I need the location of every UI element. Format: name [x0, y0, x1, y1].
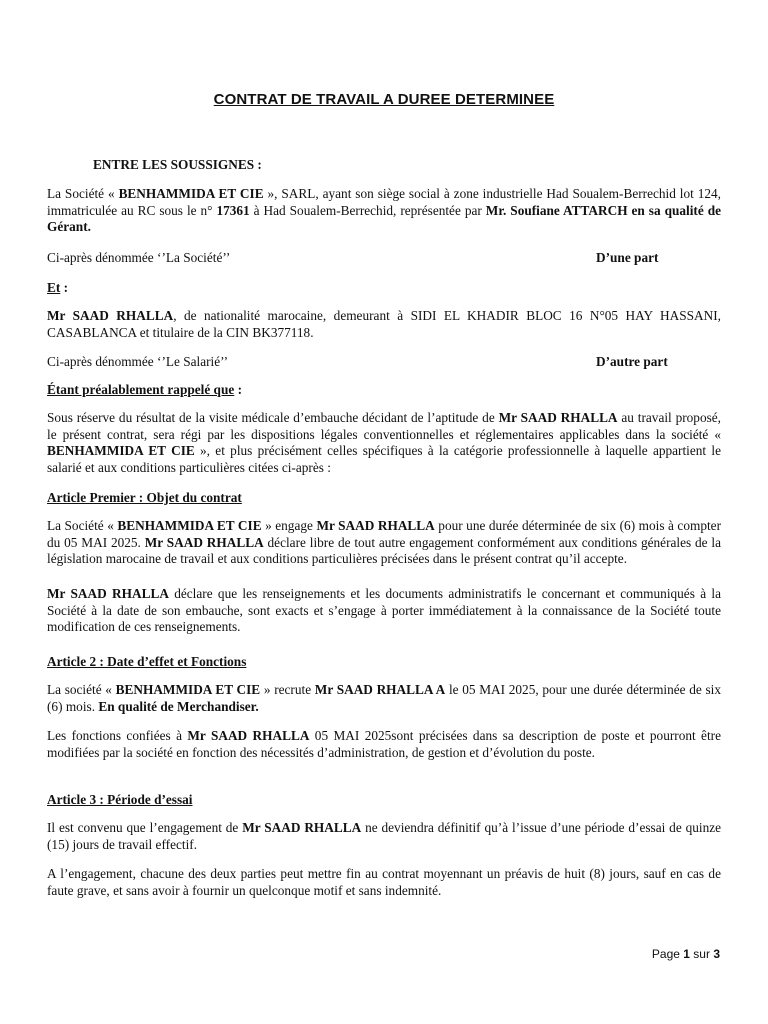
article3-heading: Article 3 : Période d’essai [47, 792, 193, 807]
text-run: », SARL, ayant son siège social à zone industrielle Had Soualem-Berrechid lot 124, immatriculée au RC sous le n° [47, 186, 721, 218]
text-run: le 05 MAI 2025, pour une durée déterminée de six (6) mois. [47, 682, 721, 714]
recital-colon: : [234, 382, 243, 397]
recital-paragraph [47, 410, 721, 476]
parties-heading: ENTRE LES SOUSSIGNES : [93, 157, 262, 172]
text-run: La société « [47, 682, 116, 697]
text-run: » engage [261, 518, 317, 533]
text-run: déclare que les renseignements et les documents administratifs le concernant et communiqués à la Société à la date de son embauche, sont exacts et s’engage à porter immédiatement à la connaissance de la Société toute modification de ces renseignements. [47, 586, 721, 634]
article2-heading: Article 2 : Date d’effet et Fonctions [47, 654, 247, 669]
and-heading [47, 280, 721, 297]
employee-name: Mr SAAD RHALLA [47, 586, 169, 601]
company-name: BENHAMMIDA ET CIE [115, 682, 261, 697]
text-run: à Had Soualem-Berrechid, représentée par [249, 202, 486, 218]
total-pages: 3 [713, 947, 720, 961]
employee-alias-line [47, 354, 721, 371]
text-run: La Société « [47, 518, 118, 533]
text-run: » recrute [260, 682, 315, 697]
text-run: La Société « [47, 186, 119, 201]
page-number [600, 947, 720, 961]
text-run: », et plus précisément celles spécifiques à la catégorie professionnelle à laquelle appartient le salarié et aux conditions particulières citées ci-après : [47, 443, 721, 475]
company-name: BENHAMMIDA ET CIE [118, 186, 264, 201]
company-paragraph [47, 186, 721, 236]
text-run: Sous réserve du résultat de la visite médicale d’embauche décidant de l’aptitude de [47, 410, 499, 425]
page-word: Page [651, 947, 684, 961]
first-party-label: D’une part [596, 250, 659, 265]
text-run: 05 MAI 2025sont précisées dans sa description de poste et pourront être modifiées par la société en fonction des nécessités d’administration, de gestion et d’évolution du poste. [47, 728, 721, 760]
article2-paragraph-2 [47, 728, 721, 761]
text-run: au travail proposé, le présent contrat, sera régi par les dispositions légales conventionnelles et réglementaires applicables dans la société « [47, 410, 721, 442]
text-run: Les fonctions confiées à [47, 728, 188, 743]
employee-name: Mr SAAD RHALLA [187, 728, 310, 743]
employee-alias: Ci-après dénommée ‘’Le Salarié’’ [47, 354, 229, 369]
and-colon: : [60, 280, 69, 295]
article1-paragraph-2 [47, 586, 721, 636]
employee-name: Mr SAAD RHALLA [316, 518, 435, 533]
employee-name: Mr SAAD RHALLA [47, 308, 174, 323]
employee-name: Mr SAAD RHALLA A [314, 682, 446, 697]
of-word: sur [689, 947, 714, 961]
document-title: CONTRAT DE TRAVAIL A DUREE DETERMINEE [213, 91, 555, 108]
employee-paragraph [47, 308, 721, 341]
text-run: ne deviendra définitif qu’à l’issue d’une période d’essai de quinze (15) jours de travail effectif. [47, 820, 722, 852]
article3-paragraph-2 [47, 866, 721, 899]
second-party-label: D’autre part [596, 354, 668, 369]
company-name: BENHAMMIDA ET CIE [117, 518, 262, 533]
employee-name: Mr SAAD RHALLA [144, 534, 264, 550]
text-run: A l’engagement, chacune des deux parties peut mettre fin au contrat moyennant un préavis de huit (8) jours, sauf en cas de faute grave, et sans avoir à fournir un quelconque motif et sans indemnité. [47, 866, 721, 898]
employee-name: Mr SAAD RHALLA [498, 410, 618, 425]
company-alias: Ci-après dénommée ‘’La Société’’ [47, 250, 231, 265]
employee-name: Mr SAAD RHALLA [242, 820, 362, 835]
job-role: En qualité de Merchandiser. [98, 698, 259, 714]
text-run: pour une durée déterminée de six (6) mois à compter du 05 MAI 2025. [47, 518, 722, 550]
rc-number: 17361 [216, 202, 250, 218]
article1-heading: Article Premier : Objet du contrat [47, 490, 242, 505]
text-run: , de nationalité marocaine, demeurant à SIDI EL KHADIR BLOC 16 N°05 HAY HASSANI, CASABLANCA et titulaire de la CIN BK377118. [47, 308, 722, 340]
representative-name: Mr. Soufiane ATTARCH en sa qualité de Gérant. [47, 202, 721, 234]
recital-heading-text: Étant préalablement rappelé que [47, 382, 235, 397]
text-run: Il est convenu que l’engagement de [47, 820, 243, 835]
text-run: déclare libre de tout autre engagement conformément aux conditions générales de la législation marocaine de travail et aux conditions particulières précisées dans le présent contrat qu’il accepte. [47, 534, 722, 566]
article3-paragraph-1 [47, 820, 721, 853]
recital-heading [47, 382, 721, 399]
company-name: BENHAMMIDA ET CIE [47, 443, 195, 458]
article1-paragraph-1 [47, 518, 721, 568]
and-label: Et [47, 280, 61, 295]
current-page: 1 [683, 947, 690, 961]
article2-paragraph-1 [47, 682, 721, 715]
company-alias-line [47, 250, 721, 267]
